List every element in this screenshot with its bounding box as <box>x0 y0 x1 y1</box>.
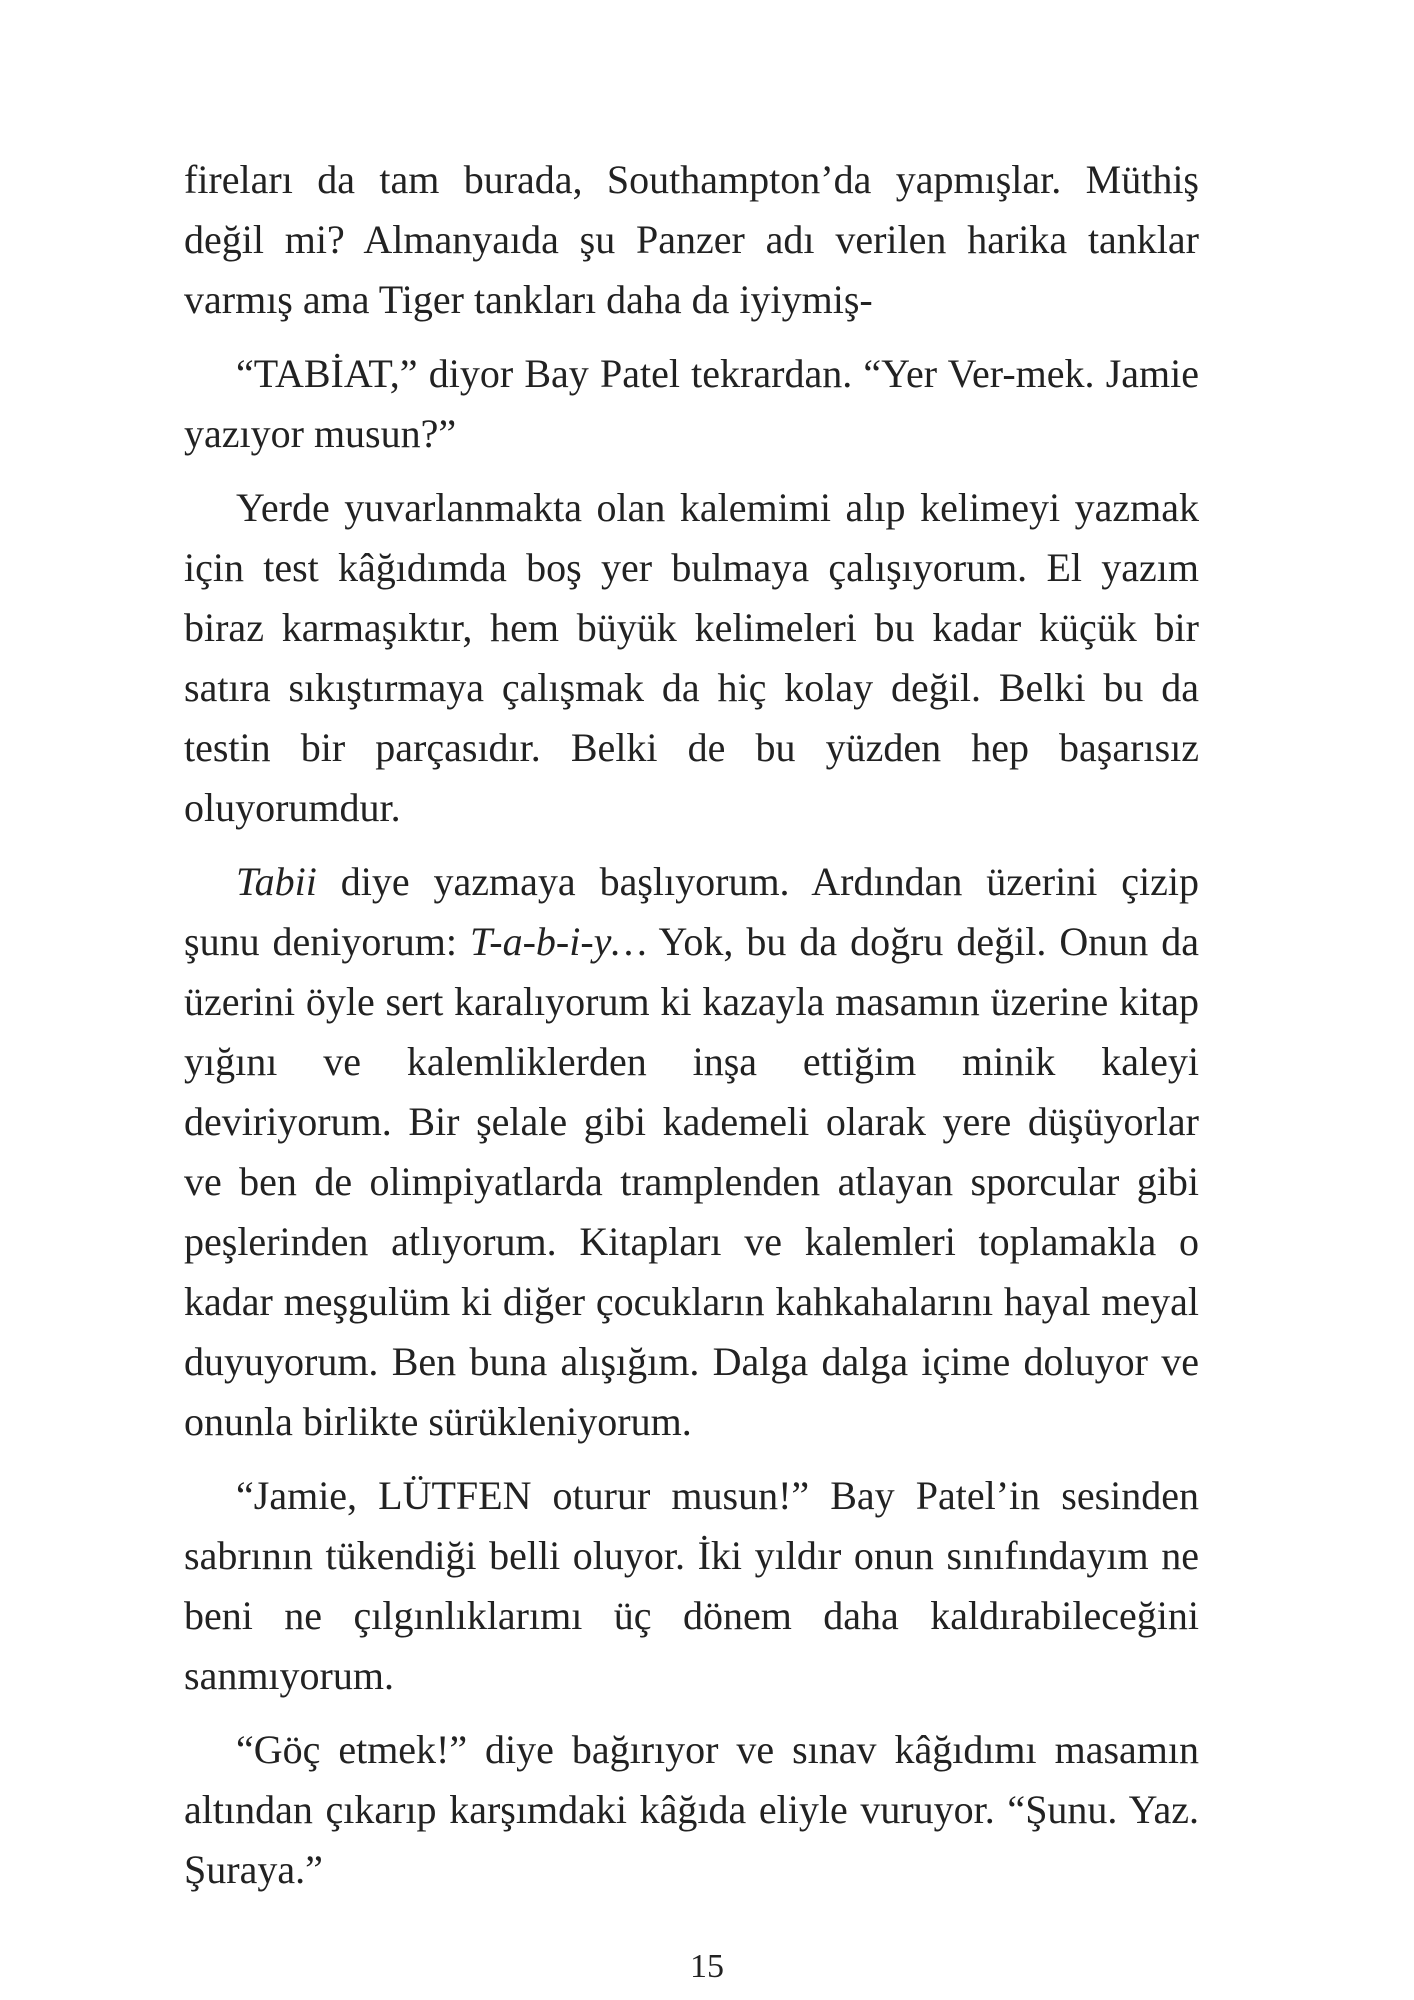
paragraph-2: “TABİAT,” diyor Bay Patel tekrardan. “Yer Ver-mek. Jamie yazıyor musun?” <box>184 351 1199 456</box>
italic-spelling-attempt: T-a-b-i-y… <box>469 919 647 964</box>
paragraph-4-text-a: diye yazmaya başlıyorum. Ardından üzerini çizip şunu deniyorum: <box>184 859 1199 964</box>
paragraph-3: Yerde yuvarlanmakta olan kalemimi alıp kelimeyi yazmak için test kâğıdımda boş yer bulmaya çalışıyorum. El yazım biraz karmaşıktır, hem büyük kelimeleri bu kadar küçük bir satıra sıkıştırmaya çalışmak da hiç kolay değil. Belki bu da testin bir parçasıdır. Belki de bu yüzden hep başarısız oluyorumdur. <box>184 485 1199 830</box>
page-number: 15 <box>690 1948 724 1985</box>
paragraph-5: “Jamie, LÜTFEN oturur musun!” Bay Patel’in sesinden sabrının tükendiği belli oluyor. İki yıldır onun sınıfındayım ne beni ne çılgınlıklarımı üç dönem daha kaldırabileceğini sanmıyorum. <box>184 1473 1199 1698</box>
paragraph-4 <box>184 852 1199 1452</box>
paragraph-1: fireları da tam burada, Southampton’da yapmışlar. Müthiş değil mi? Almanyaıda şu Panzer adı verilen harika tanklar varmış ama Tiger tankları daha da iyiymiş- <box>184 157 1199 322</box>
page-body <box>184 150 1199 1914</box>
paragraph-6: “Göç etmek!” diye bağırıyor ve sınav kâğıdımı masamın altından çıkarıp karşımdaki kâğıda eliyle vuruyor. “Şunu. Yaz. Şuraya.” <box>184 1727 1199 1892</box>
italic-word-tabii: Tabii <box>236 859 317 904</box>
paragraph-4-text-b: Yok, bu da doğru değil. Onun da üzerini öyle sert karalıyorum ki kazayla masamın üzerine kitap yığını ve kalemliklerden inşa ettiğim minik kaleyi deviriyorum. Bir şelale gibi kademeli olarak yere düşüyorlar ve ben de olimpiyatlarda tramplenden atlayan sporcular gibi peşlerinden atlıyorum. Kitapları ve kalemleri toplamakla o kadar meşgulüm ki diğer çocukların kahkahalarını hayal meyal duyuyorum. Ben buna alışığım. Dalga dalga içime doluyor ve onunla birlikte sürükleniyorum. <box>184 919 1200 1444</box>
